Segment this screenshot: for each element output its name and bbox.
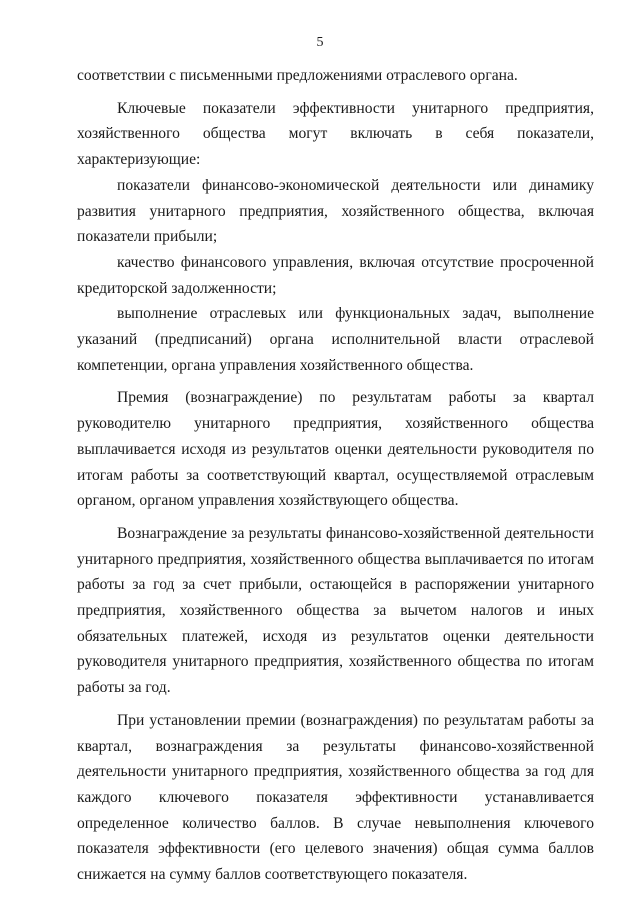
page-number: 5 <box>316 35 324 50</box>
paragraph-annual-reward: Вознаграждение за результаты финансово-хозяйственной деятельности унитарного предприятия, хозяйственного общества выплачивается по итогам работы за год за счет прибыли, остающейся в распоряжении унитарного предприятия, хозяйственного общества за вычетом налогов и иных обязательных платежей, исходя из результатов оценки деятельности руководителя унитарного предприятия, хозяйственного общества по итогам работы за год. <box>77 524 594 697</box>
paragraph-indicator-financial-management: качество финансового управления, включая отсутствие просроченной кредиторской задолженности; <box>77 253 594 297</box>
paragraph-quarterly-bonus: Премия (вознаграждение) по результатам работы за квартал руководителю унитарного предприятия, хозяйственного общества выплачивается исходя из результатов оценки деятельности руководителя по итогам работы за соответствующий квартал, осуществляемой отраслевым органом, органом управления хозяйствующего общества. <box>77 389 594 510</box>
paragraph-indicator-sector-tasks: выполнение отраслевых или функциональных задач, выполнение указаний (предписаний) органа исполнительной власти отраслевой компетенции, органа управления хозяйственного общества. <box>77 305 594 374</box>
paragraph-key-indicators-intro: Ключевые показатели эффективности унитарного предприятия, хозяйственного общества могут включать в себя показатели, характеризующие: <box>77 99 594 169</box>
paragraph-points-system: При установлении премии (вознаграждения) по результатам работы за квартал, вознаграждения за результаты финансово-хозяйственной деятельности унитарного предприятия, хозяйственного общества за год для каждого ключевого показателя эффективности устанавливается определенное количество баллов. В случае невыполнения ключевого показателя эффективности (его целевого значения) общая сумма баллов снижается на сумму баллов соответствующего показателя. <box>77 711 594 884</box>
document-body <box>77 63 594 888</box>
paragraph-indicator-financial-activity: показатели финансово-экономической деятельности или динамику развития унитарного предприятия, хозяйственного общества, включая показатели прибыли; <box>77 176 594 246</box>
paragraph-continuation: соответствии с письменными предложениями отраслевого органа. <box>77 67 518 84</box>
